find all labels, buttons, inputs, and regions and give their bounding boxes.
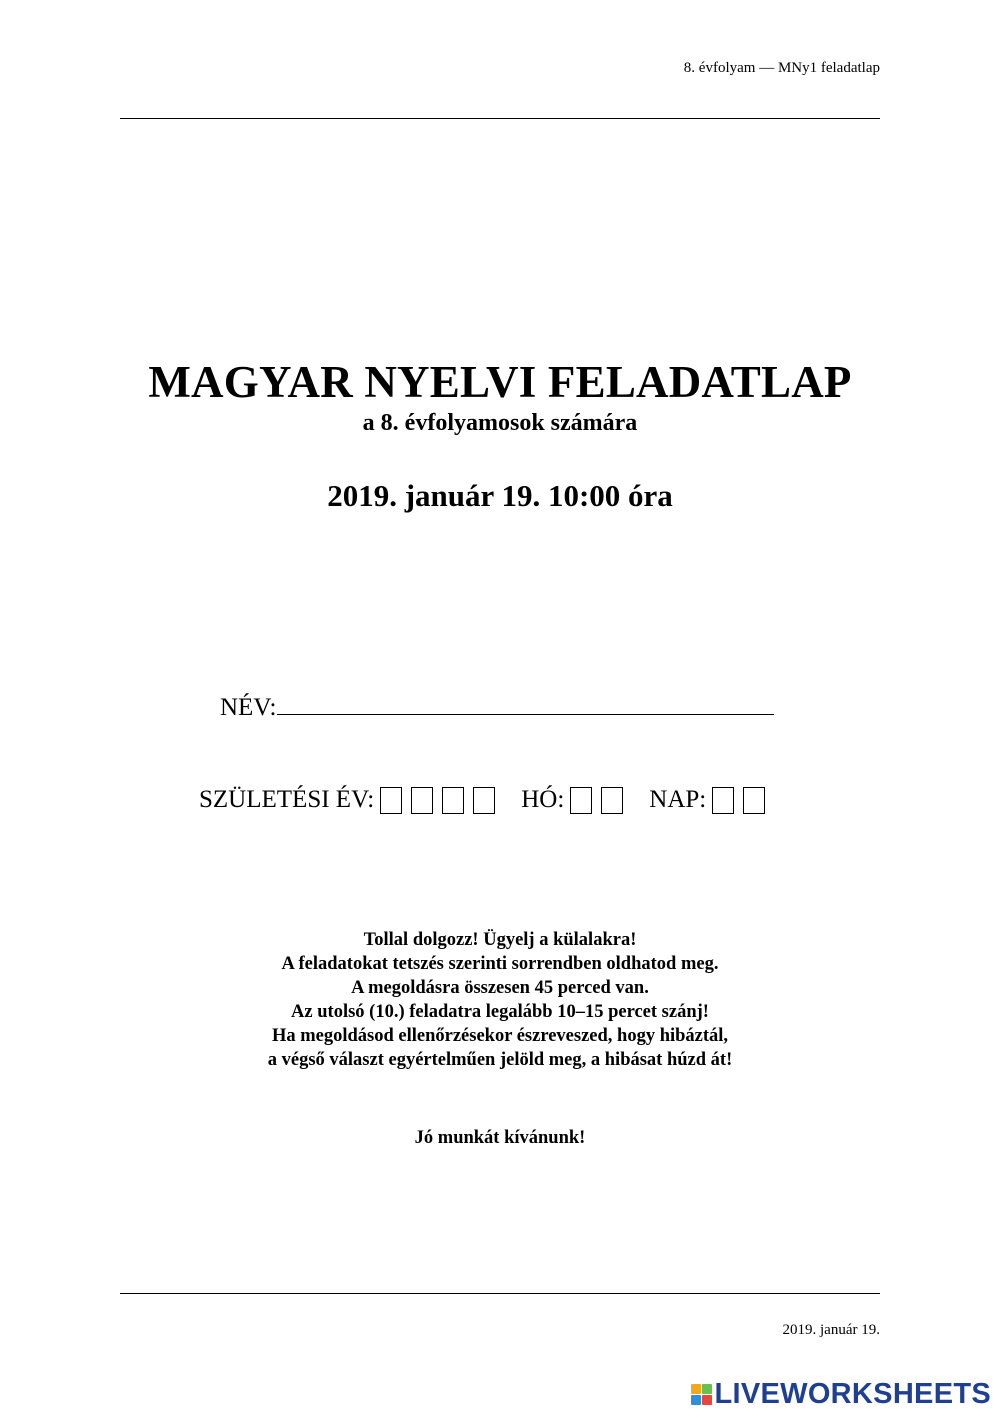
name-input-line[interactable] [277,688,774,715]
document-subtitle: a 8. évfolyamosok számára [362,410,638,436]
logo-square [691,1384,701,1394]
liveworksheets-brand-text: LIVEWORKSHEETS [714,1378,991,1410]
birth-year-digit-box[interactable] [442,787,464,814]
exam-date: 2019. január 19. 10:00 óra [327,478,673,513]
liveworksheets-logo-icon [691,1384,712,1405]
closing-message: Jó munkát kívánunk! [414,1128,586,1148]
birth-month-digit-box[interactable] [570,787,592,814]
birth-day-label: NAP: [649,786,707,813]
instructions-block [0,928,1000,1072]
birth-month-label: HÓ: [521,786,565,813]
birth-year-label: SZÜLETÉSI ÉV: [199,786,375,813]
page-header: 8. évfolyam — MNy1 feladatlap [683,60,880,76]
instruction-line: a végső választ egyértelműen jelöld meg, a hibásat húzd át! [267,1050,733,1070]
logo-square [702,1384,712,1394]
name-field-row [220,688,774,722]
instruction-line: A feladatokat tetszés szerinti sorrendben oldhatod meg. [281,954,719,974]
logo-square [691,1395,701,1405]
logo-square [702,1395,712,1405]
birth-day-digit-box[interactable] [743,787,765,814]
page-footer: 2019. január 19. [782,1322,880,1338]
name-label: NÉV: [220,694,277,721]
birth-year-digit-box[interactable] [473,787,495,814]
liveworksheets-watermark [691,1378,992,1410]
header-divider [120,118,880,119]
footer-divider [120,1293,880,1294]
document-title: MAGYAR NYELVI FELADATLAP [148,357,852,407]
instruction-line: A megoldásra összesen 45 perced van. [351,978,649,998]
birth-year-digit-box[interactable] [411,787,433,814]
birth-year-digit-box[interactable] [380,787,402,814]
instruction-line: Ha megoldásod ellenőrzésekor észreveszed, hogy hibáztál, [271,1026,729,1046]
birth-date-row [199,786,774,814]
birth-month-digit-box[interactable] [601,787,623,814]
instruction-line: Az utolsó (10.) feladatra legalább 10–15 percet szánj! [291,1002,709,1022]
instruction-line: Tollal dolgozz! Ügyelj a külalakra! [363,930,637,950]
birth-day-digit-box[interactable] [712,787,734,814]
